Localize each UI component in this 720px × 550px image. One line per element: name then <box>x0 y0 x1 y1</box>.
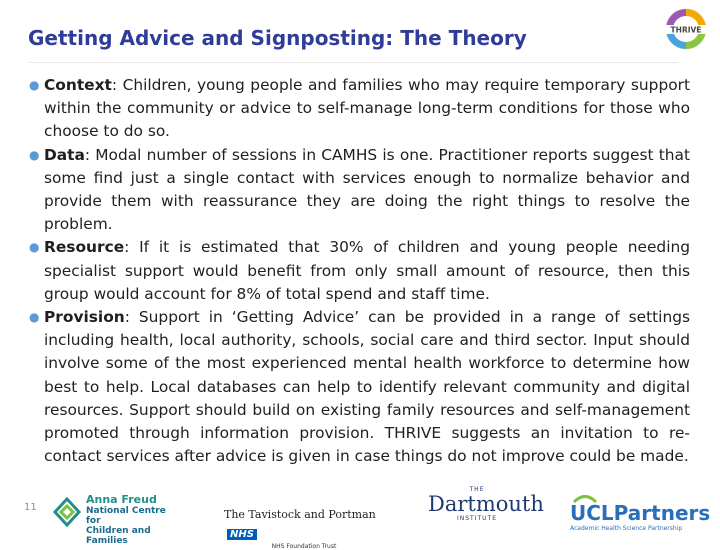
bullet-term: Context <box>44 76 112 94</box>
thrive-logo-text: THRIVE <box>670 25 702 35</box>
anna-freud-logo <box>52 493 182 546</box>
bullet-term: Data <box>44 145 85 164</box>
anna-freud-line2: National Centre for <box>86 506 166 526</box>
bullet-item-data <box>28 144 690 237</box>
title-divider <box>28 62 678 63</box>
bullet-text: : Support in ‘Getting Advice’ can be provided in a range of settings including health, local authority, schools, social care and third sector. Input should involve some of the most experienced mental health workforce to determine how best to help. Local databases can help to identify relevant community and digital resources. Support should build on existing family resources and self-management promoted through information provision. THRIVE suggests an invitation to re-contact services after advice is given in case things do not improve could be made. <box>44 308 690 466</box>
dartmouth-top: THE <box>469 486 485 493</box>
tavistock-portman-logo <box>224 503 384 550</box>
dartmouth-name: Dartmouth <box>428 492 544 516</box>
bullet-text: : Modal number of sessions in CAMHS is one. Practitioner reports suggest that some find just a single contact with services enough to normalize behavior and provide them with reassurance they are doing the right things to resolve the problem. <box>44 145 690 234</box>
bullet-dot-icon: ● <box>29 240 40 255</box>
ucl-partners-subtitle: Academic Health Science Partnership <box>570 525 683 532</box>
anna-freud-name: Anna Freud <box>86 493 157 506</box>
dartmouth-institute: INSTITUTE <box>456 515 497 522</box>
bullet-term: Resource <box>44 238 125 257</box>
anna-freud-emblem-icon <box>52 496 82 528</box>
slide-title: Getting Advice and Signposting: The Theory <box>28 26 527 50</box>
bullet-item-provision <box>28 306 690 468</box>
anna-freud-line3: Children and Families <box>86 526 151 546</box>
thrive-logo <box>664 7 708 51</box>
bullet-text: : Children, young people and families who may require temporary support within the community or advice to self-manage long-term conditions for those who choose to do so. <box>44 76 690 141</box>
dartmouth-logo <box>428 486 544 522</box>
tavistock-subtitle: NHS Foundation Trust <box>271 543 337 550</box>
tavistock-name: The Tavistock and Portman <box>224 508 376 521</box>
bullet-dot-icon: ● <box>29 147 40 162</box>
bullet-dot-icon: ● <box>29 310 40 325</box>
bullet-dot-icon: ● <box>29 78 40 92</box>
page-number: 11 <box>24 502 37 513</box>
bullet-text: : If it is estimated that 30% of children and young people needing specialist support would benefit from only small amount of resource, then this group would account for 8% of total spend and staff time. <box>44 238 690 303</box>
bullet-item-context <box>28 74 690 144</box>
bullet-item-resource <box>28 236 690 306</box>
ucl-partners-name: UCLPartners <box>570 501 711 525</box>
bullet-list <box>28 74 690 468</box>
bullet-term: Provision <box>44 308 125 327</box>
nhs-badge: NHS <box>227 529 257 540</box>
